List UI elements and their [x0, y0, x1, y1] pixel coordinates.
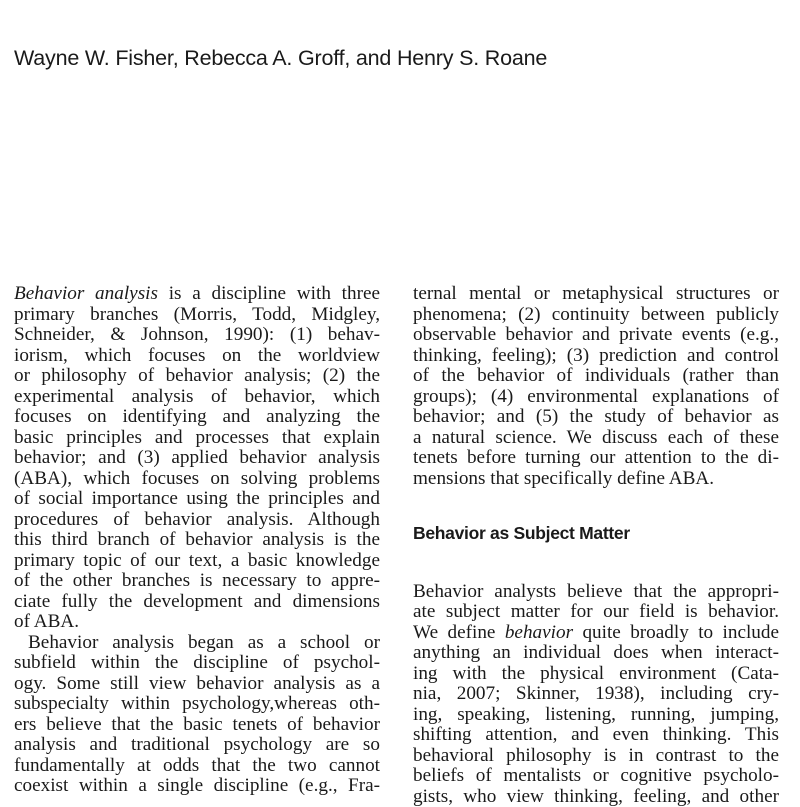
- lead-term: Behavior analysis: [14, 283, 158, 304]
- text-line: subspecialty within psychology,whereas oth-: [14, 694, 380, 715]
- text-line: basic principles and processes that explain: [14, 428, 380, 449]
- text-line: primary topic of our text, a basic knowledge: [14, 551, 380, 572]
- text-line: nia, 2007; Skinner, 1938), including cry-: [413, 684, 779, 705]
- text-line: ing with the physical environment (Cata-: [413, 664, 779, 685]
- text-line: anything an individual does when interact-: [413, 643, 779, 664]
- right-column: [413, 284, 779, 807]
- text-line: tenets before turning our attention to the di-: [413, 448, 779, 469]
- text-line: shifting attention, and even thinking. This: [413, 725, 779, 746]
- text-line: ogy. Some still view behavior analysis as a: [14, 674, 380, 695]
- text-line-rest: is a discipline with three: [158, 283, 380, 304]
- text-line: of the behavior of individuals (rather than: [413, 366, 779, 387]
- text-line: ate subject matter for our field is behavior.: [413, 602, 779, 623]
- text-line-start: We define: [413, 622, 505, 643]
- text-line: behavior; and (3) applied behavior analysis: [14, 448, 380, 469]
- text-line: gists, who view thinking, feeling, and other: [413, 787, 779, 807]
- text-line: behavior; and (5) the study of behavior as: [413, 407, 779, 428]
- chapter-authors: Wayne W. Fisher, Rebecca A. Groff, and Henry S. Roane: [14, 46, 547, 71]
- text-line: a natural science. We discuss each of these: [413, 428, 779, 449]
- text-line: procedures of behavior analysis. Although: [14, 510, 380, 531]
- text-line: ternal mental or metaphysical structures or: [413, 284, 779, 305]
- text-line: of social importance using the principles and: [14, 489, 380, 510]
- text-line: fundamentally at odds that the two cannot: [14, 756, 380, 777]
- section-heading: Behavior as Subject Matter: [413, 523, 779, 544]
- text-line: thinking, feeling); (3) prediction and control: [413, 346, 779, 367]
- text-line: iorism, which focuses on the worldview: [14, 346, 380, 367]
- text-line: of ABA.: [14, 612, 380, 633]
- text-line: [413, 623, 779, 644]
- text-line: phenomena; (2) continuity between publicly: [413, 305, 779, 326]
- text-line: observable behavior and private events (e.g.,: [413, 325, 779, 346]
- text-line: subfield within the discipline of psychol-: [14, 653, 380, 674]
- text-line-rest: quite broadly to include: [573, 622, 779, 643]
- defined-term: behavior: [505, 622, 573, 643]
- text-line: beliefs of mentalists or cognitive psycholo-: [413, 766, 779, 787]
- text-line: of the other branches is necessary to appre-: [14, 571, 380, 592]
- text-line: this third branch of behavior analysis is the: [14, 530, 380, 551]
- text-line: mensions that specifically define ABA.: [413, 469, 779, 490]
- left-column: [14, 284, 380, 797]
- text-line: ciate fully the development and dimensions: [14, 592, 380, 613]
- text-line: Schneider, & Johnson, 1990): (1) behav-: [14, 325, 380, 346]
- text-line: behavioral philosophy is in contrast to the: [413, 746, 779, 767]
- text-line: ers believe that the basic tenets of behavior: [14, 715, 380, 736]
- text-line: focuses on identifying and analyzing the: [14, 407, 380, 428]
- text-line: coexist within a single discipline (e.g., Fra-: [14, 776, 380, 797]
- text-line: primary branches (Morris, Todd, Midgley,: [14, 305, 380, 326]
- text-line: Behavior analysts believe that the appropri-: [413, 582, 779, 603]
- text-line: Behavior analysis began as a school or: [14, 633, 380, 654]
- text-line: or philosophy of behavior analysis; (2) the: [14, 366, 380, 387]
- text-line: groups); (4) environmental explanations of: [413, 387, 779, 408]
- text-line: (ABA), which focuses on solving problems: [14, 469, 380, 490]
- text-line: experimental analysis of behavior, which: [14, 387, 380, 408]
- text-line: [14, 284, 380, 305]
- text-line: ing, speaking, listening, running, jumping,: [413, 705, 779, 726]
- text-line: analysis and traditional psychology are so: [14, 735, 380, 756]
